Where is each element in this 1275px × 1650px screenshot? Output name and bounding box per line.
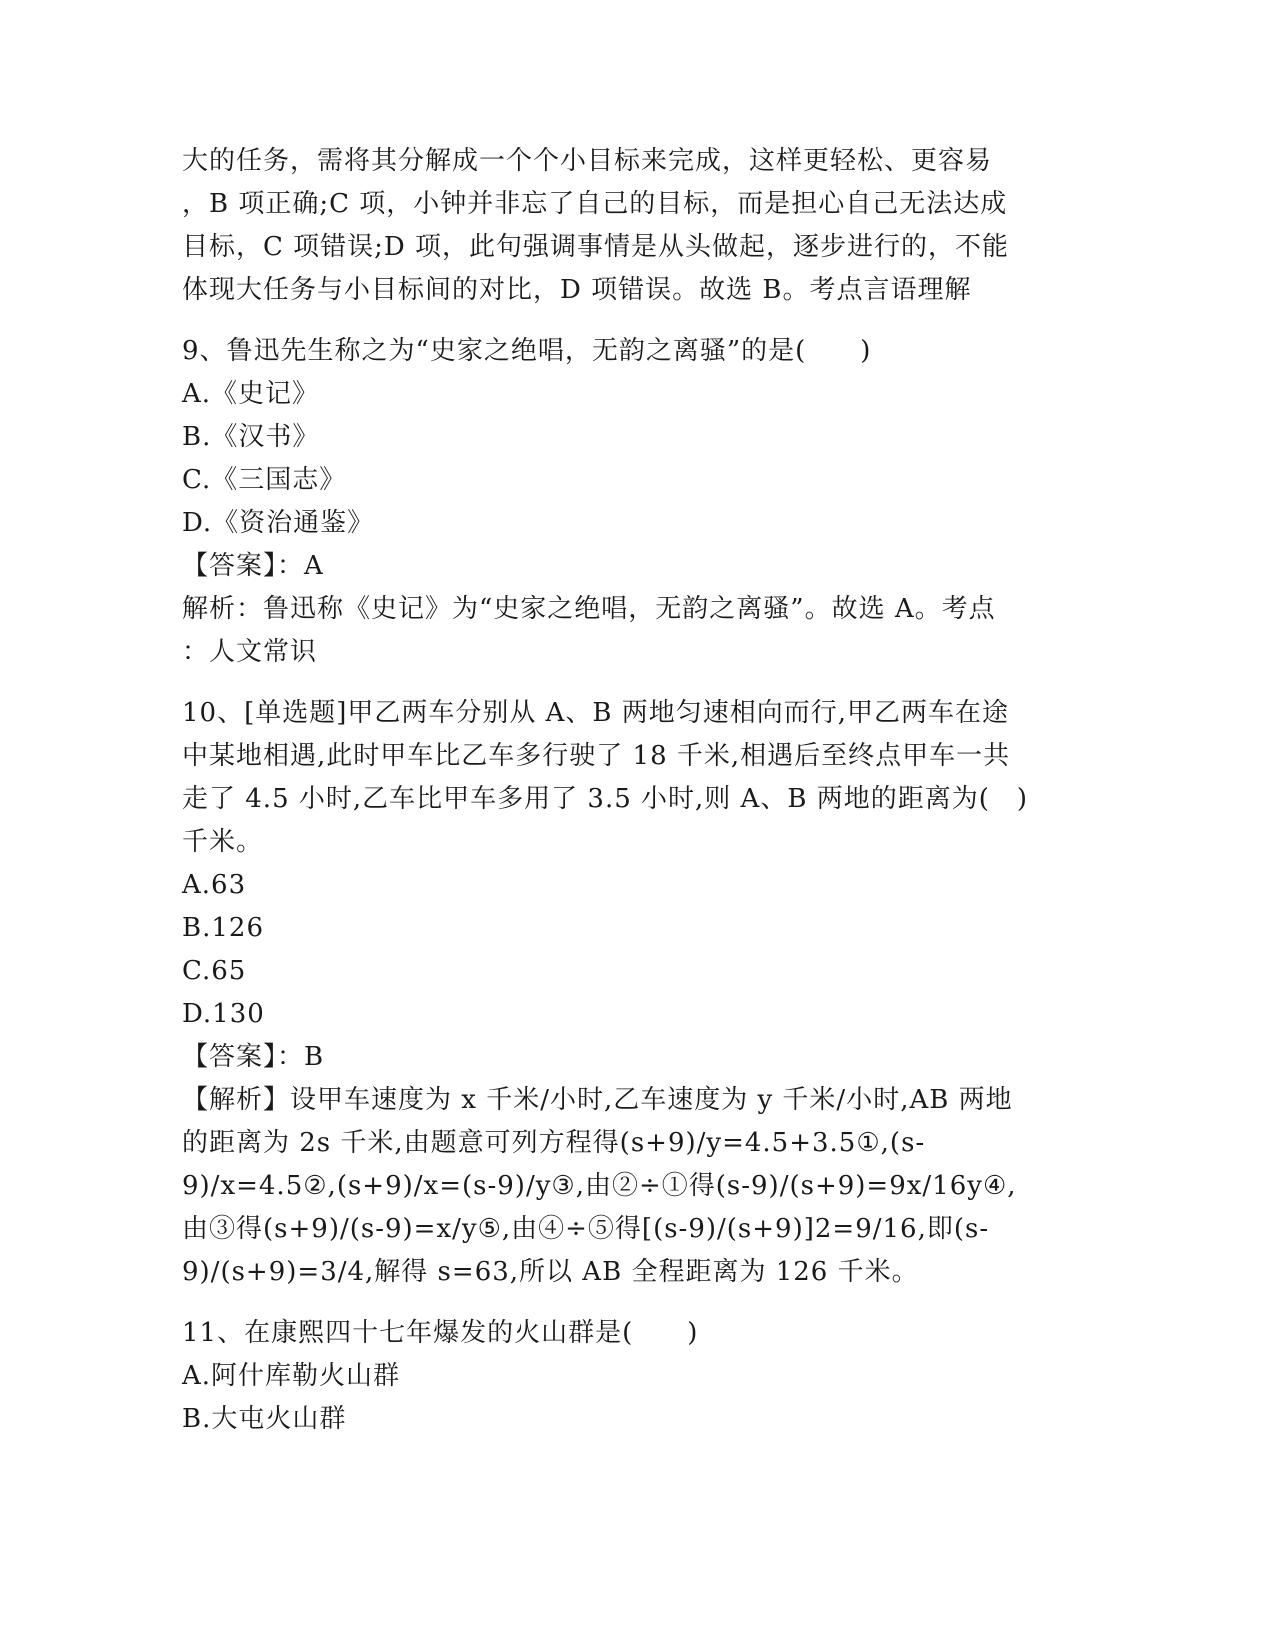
option-b: B.《汉书》 [182, 422, 320, 452]
analysis-line: 9)/x=4.5②,(s+9)/x=(s-9)/y③,由②÷①得(s-9)/(s+9)=9x/16y④, [182, 1171, 1017, 1201]
option-d: D.130 [182, 999, 265, 1029]
analysis-line: 目标，C 项错误;D 项，此句强调事情是从头做起，逐步进行的，不能 [182, 232, 1010, 262]
option-a: A.阿什库勒火山群 [182, 1361, 401, 1391]
analysis-line: ：人文常识 [182, 637, 318, 667]
question-text: 10、[单选题]甲乙两车分别从 A、B 两地匀速相向而行,甲乙两车在途 [182, 698, 1010, 728]
option-a: A.63 [182, 870, 247, 900]
answer: 【答案】：A [182, 551, 324, 581]
question-text: 走了 4.5 小时,乙车比甲车多用了 3.5 小时,则 A、B 两地的距离为( ) [182, 784, 1028, 814]
analysis-line: 【解析】设甲车速度为 x 千米/小时,乙车速度为 y 千米/小时,AB 两地 [182, 1085, 1013, 1115]
analysis-line: 由③得(s+9)/(s-9)=x/y⑤,由④÷⑤得[(s-9)/(s+9)]2=9/16,即(s- [182, 1214, 990, 1244]
option-d: D.《资治通鉴》 [182, 508, 375, 538]
analysis-line: 大的任务，需将其分解成一个个小目标来完成，这样更轻松、更容易 [182, 146, 993, 176]
question-9 [182, 330, 1082, 674]
option-a: A.《史记》 [182, 379, 320, 409]
question-text: 中某地相遇,此时甲车比乙车多行驶了 18 千米,相遇后至终点甲车一共 [182, 741, 1011, 771]
analysis-line: 9)/(s+9)=3/4,解得 s=63,所以 AB 全程距离为 126 千米。 [182, 1257, 919, 1287]
option-c: C.65 [182, 956, 247, 986]
analysis-line: 体现大任务与小目标间的对比，D 项错误。故选 B。考点言语理解 [182, 275, 972, 305]
question-11 [182, 1312, 1082, 1441]
question-10 [182, 692, 1082, 1294]
option-c: C.《三国志》 [182, 465, 347, 495]
analysis-line: 的距离为 2s 千米,由题意可列方程得(s+9)/y=4.5+3.5①,(s- [182, 1128, 926, 1158]
question-text: 11、在康熙四十七年爆发的火山群是( ) [182, 1318, 699, 1348]
previous-analysis-continuation [182, 140, 1082, 312]
option-b: B.大屯火山群 [182, 1404, 347, 1434]
question-text: 千米。 [182, 827, 264, 857]
option-b: B.126 [182, 913, 264, 943]
answer: 【答案】：B [182, 1042, 325, 1072]
analysis-line: ，B 项正确;C 项，小钟并非忘了自己的目标，而是担心自己无法达成 [182, 189, 1008, 219]
document-page [182, 140, 1082, 1441]
analysis-line: 解析：鲁迅称《史记》为“史家之绝唱，无韵之离骚”。故选 A。考点 [182, 594, 996, 624]
question-text: 9、鲁迅先生称之为“史家之绝唱，无韵之离骚”的是( ) [182, 336, 872, 366]
